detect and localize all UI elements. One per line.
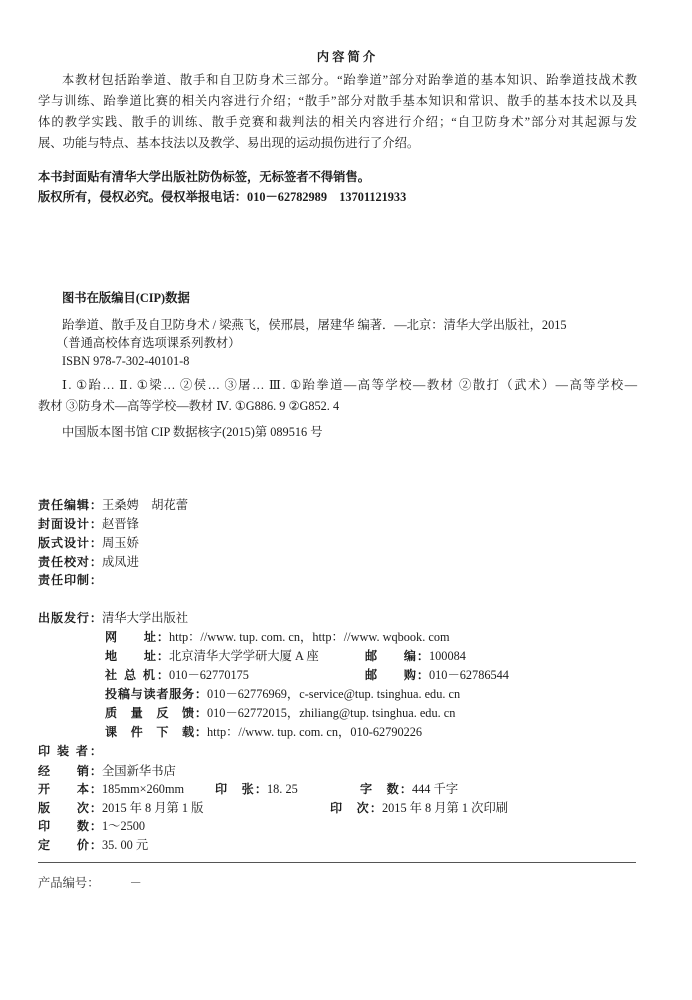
staff-value: 成凤进 — [102, 555, 139, 569]
printing-words — [360, 781, 458, 797]
intro-line-2: 学与训练、跆拳道比赛的相关内容进行介绍；“散手”部分对散手基本知识和常识、散手的基本技术以及具 — [38, 94, 637, 108]
staff-value: 赵晋锋 — [102, 517, 139, 531]
publisher-courseware — [105, 724, 422, 740]
staff-row-cover-design — [38, 516, 139, 532]
printing-printer — [38, 743, 102, 759]
printing-distribution — [38, 763, 176, 779]
cip-subjects-line-2: 教材 ③防身术—高等学校—教材 Ⅳ. ①G886. 9 ②G852. 4 — [38, 399, 340, 413]
print-run-label: 印 数： — [38, 819, 102, 833]
copyright-notice: 版权所有，侵权必究。侵权举报电话：010－62782989 13701121933 — [38, 190, 407, 204]
cip-record: 跆拳道、散手及自卫防身术 / 梁燕飞，侯邢晨，屠建华 编著．—北京：清华大学出版社，2015 — [62, 318, 567, 332]
postcode-label: 邮 编： — [365, 649, 429, 663]
intro-line-4: 展、功能与特点、基本技法以及教学、易出现的运动损伤进行了介绍。 — [38, 136, 420, 150]
publisher-label: 出版发行： — [38, 611, 102, 625]
words-label: 字 数： — [360, 782, 412, 796]
switchboard-value: 010－62770175 — [169, 668, 249, 682]
courseware-value: http：//www. tup. com. cn，010-62790226 — [207, 725, 423, 739]
price-label: 定 价： — [38, 838, 102, 852]
printer-label: 印 装 者： — [38, 744, 102, 758]
cip-isbn: ISBN 978-7-302-40101-8 — [62, 354, 190, 368]
product-code-label: 产品编号： — [38, 876, 100, 890]
publisher-website — [105, 629, 450, 645]
publisher-switchboard — [105, 667, 249, 683]
address-label: 地 址： — [105, 649, 169, 663]
edition-label: 版 次： — [38, 801, 102, 815]
staff-row-proofreader — [38, 554, 139, 570]
submissions-label: 投稿与读者服务： — [105, 687, 207, 701]
price-value: 35. 00 元 — [102, 838, 149, 852]
publisher-address — [105, 648, 319, 664]
staff-label: 版式设计： — [38, 536, 102, 550]
distribution-label: 经 销： — [38, 764, 102, 778]
feedback-label: 质 量 反 馈： — [105, 706, 207, 720]
publisher-submissions — [105, 686, 460, 702]
cip-subjects-line-1: Ⅰ. ①跆… Ⅱ. ①梁… ②侯… ③屠… Ⅲ. ①跆拳道—高等学校—教材 ②散打（武术）—高等学校— — [62, 378, 637, 392]
website-label: 网 址： — [105, 630, 169, 644]
words-value: 444 千字 — [412, 782, 459, 796]
intro-line-1: 本教材包括跆拳道、散手和自卫防身术三部分。“跆拳道”部分对跆拳道的基本知识、跆拳道技战术教 — [62, 73, 637, 87]
sheets-value: 18. 25 — [267, 782, 298, 796]
format-label: 开 本： — [38, 782, 102, 796]
printing-print-run — [38, 818, 145, 834]
staff-value: 周玉娇 — [102, 536, 139, 550]
intro-line-3: 体的教学实践、散手的训练、散手竞赛和裁判法的相关内容进行介绍；“自卫防身术”部分对其起源与发 — [38, 115, 637, 129]
edition-value: 2015 年 8 月第 1 版 — [102, 801, 204, 815]
divider-line — [38, 862, 636, 863]
printing-edition — [38, 800, 203, 816]
product-code-value: － — [129, 876, 142, 890]
submissions-value: 010－62776969，c-service@tup. tsinghua. edu. cn — [207, 687, 461, 701]
staff-label: 责任编辑： — [38, 498, 102, 512]
staff-label: 责任印制： — [38, 573, 102, 587]
product-code — [38, 875, 142, 891]
feedback-value: 010－62772015，zhiliang@tup. tsinghua. edu. cn — [207, 706, 456, 720]
printing-sheets — [215, 781, 298, 797]
distribution-value: 全国新华书店 — [102, 764, 176, 778]
cip-heading: 图书在版编目(CIP)数据 — [62, 291, 190, 305]
courseware-label: 课 件 下 载： — [105, 725, 207, 739]
staff-row-layout-design — [38, 535, 139, 551]
printing-price — [38, 837, 148, 853]
switchboard-label: 社 总 机： — [105, 668, 169, 682]
format-value: 185mm×260mm — [102, 782, 185, 796]
publisher-mail-order — [365, 667, 509, 683]
publisher-distributor — [38, 610, 188, 626]
impression-value: 2015 年 8 月第 1 次印刷 — [382, 801, 509, 815]
website-value: http：//www. tup. com. cn，http：//www. wqbook. com — [169, 630, 450, 644]
postcode-value: 100084 — [429, 649, 466, 663]
staff-row-editor — [38, 497, 188, 513]
anti-counterfeit-notice: 本书封面贴有清华大学出版社防伪标签，无标签者不得销售。 — [38, 170, 371, 184]
staff-row-print-supervisor — [38, 572, 102, 588]
publisher-value: 清华大学出版社 — [102, 611, 189, 625]
printing-impression — [330, 800, 508, 816]
publisher-postcode — [365, 648, 466, 664]
staff-value: 王桑娉 胡花蕾 — [102, 498, 189, 512]
sheets-label: 印 张： — [215, 782, 267, 796]
printing-format — [38, 781, 184, 797]
mail-order-value: 010－62786544 — [429, 668, 509, 682]
impression-label: 印 次： — [330, 801, 382, 815]
cip-series: （普通高校体育选项课系列教材） — [56, 336, 241, 350]
intro-title: 内 容 简 介 — [316, 50, 376, 64]
print-run-value: 1～2500 — [102, 819, 146, 833]
mail-order-label: 邮 购： — [365, 668, 429, 682]
address-value: 北京清华大学学研大厦 A 座 — [169, 649, 319, 663]
cip-data-number: 中国版本图书馆 CIP 数据核字(2015)第 089516 号 — [62, 425, 323, 439]
staff-label: 责任校对： — [38, 555, 102, 569]
publisher-feedback — [105, 705, 455, 721]
staff-label: 封面设计： — [38, 517, 102, 531]
